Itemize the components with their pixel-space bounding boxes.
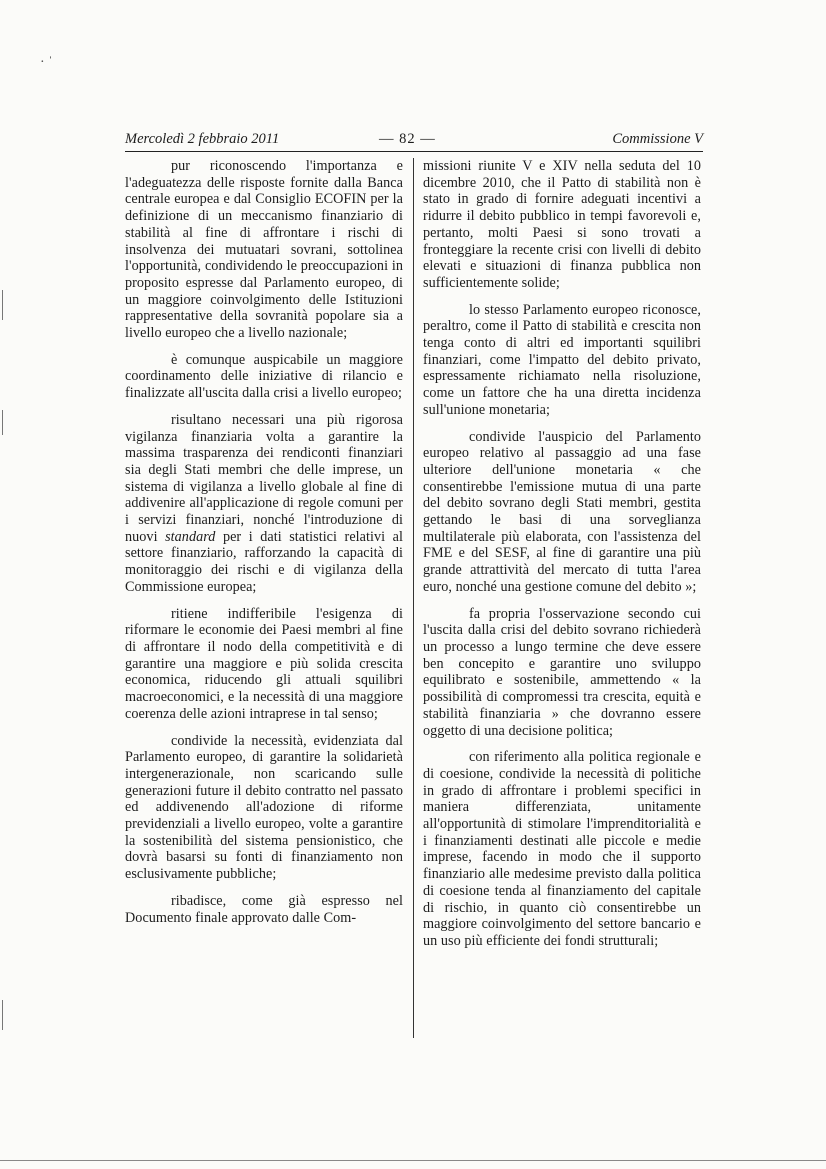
paragraph: ribadisce, come già espresso nel Documento finale approvato dalle Com- [125, 892, 403, 926]
scan-margin-mark [2, 1000, 3, 1030]
paragraph: missioni riunite V e XIV nella seduta del 10 dicembre 2010, che il Patto di stabilità non è stato in grado di fornire adeguati incentivi a ridurre il debito pubblico in tempi favorevoli e, pertanto, molti Paesi si sono trovati a fronteggiare la recente crisi con livelli di debito elevati e situazioni di finanza pubblica non sufficientemente solide; [423, 158, 701, 291]
scan-marks: · ˈ [40, 55, 53, 70]
paragraph-text: risultano necessari una più rigorosa vigilanza finanziaria volta a garantire la massima trasparenza dei rendiconti finanziari sia degli Stati membri che delle imprese, un sistema di vigilanza a livello globale al fine di addivenire all'applicazione di regole comuni per i servizi finanziari, nonché l'introduzione di nuovi [125, 411, 403, 545]
header-commission: Commissione V [612, 131, 703, 147]
column-divider [413, 158, 414, 1038]
paragraph: fa propria l'osservazione secondo cui l'uscita dalla crisi del debito sovrano richiederà un processo a lungo termine che deve essere ben concepito e garantire uno sviluppo equilibrato e sostenibile, ammettendo « la possibilità di compromessi tra crescita, equità e stabilità finanziaria » che dovranno essere oggetto di una decisione politica; [423, 605, 701, 739]
paragraph [125, 412, 403, 596]
header-date: Mercoledì 2 febbraio 2011 [125, 131, 280, 147]
paragraph: con riferimento alla politica regionale e di coesione, condivide la necessità di politiche in grado di affrontare i problemi specifici in maniera differenziata, unitamente all'opportunità di stimolare l'imprenditorialità e i finanziamenti destinati alle piccole e medie imprese, facendo in modo che il supporto finanziario alle medesime previsto dalla politica di coesione tenda al finanziamento del capitale di rischio, in quanto ciò consentirebbe un maggiore coinvolgimento del settore bancario e un uso più efficiente dei fondi strutturali; [423, 749, 701, 949]
paragraph: pur riconoscendo l'importanza e l'adeguatezza delle risposte fornite dalla Banca centrale europea e dal Consiglio ECOFIN per la definizione di un meccanismo finanziario di stabilità al fine di affrontare i rischi di insolvenza dei mutuatari sovrani, sottolinea l'opportunità, condividendo le preoccupazioni in proposito espresse dal Parlamento europeo, di un maggiore coinvolgimento delle Istituzioni rappresentative della sovranità popolare sia a livello europeo che a livello nazionale; [125, 158, 403, 342]
scan-margin-mark [2, 410, 3, 435]
paragraph: condivide la necessità, evidenziata dal Parlamento europeo, di garantire la solidarietà intergenerazionale, non scaricando sulle generazioni future il debito contratto nel passato ed addivenendo all'adozione di riforme previdenziali a livello europeo, volte a garantire la sostenibilità del sistema pensionistico, che dovrà basarsi su fonti di finanziamento non esclusivamente pubbliche; [125, 732, 403, 883]
header-rule [125, 151, 703, 152]
scan-bottom-edge [0, 1160, 826, 1161]
paragraph: lo stesso Parlamento europeo riconosce, peraltro, come il Patto di stabilità e crescita non tenga conto di altri ed importanti squilibri finanziari, come l'impatto del debito privato, espressamente richiamato nella risoluzione, come un fattore che ha una diretta incidenza sull'unione monetaria; [423, 301, 701, 418]
left-column [125, 158, 403, 936]
page-header [125, 131, 703, 151]
scan-margin-mark [2, 290, 3, 320]
right-column [423, 158, 701, 960]
paragraph: ritiene indifferibile l'esigenza di riformare le economie dei Paesi membri al fine di affrontare il nodo della competitività e di garantire una maggiore e più solida crescita economica, riducendo gli attuali squilibri macroeconomici, e la necessità di una maggiore coerenza delle azioni intraprese in tal senso; [125, 605, 403, 722]
paragraph-emphasis: standard [165, 528, 216, 545]
page-number: — 82 — [379, 131, 436, 147]
paragraph: è comunque auspicabile un maggiore coordinamento delle iniziative di rilancio e finalizzate all'uscita dalla crisi a livello europeo; [125, 351, 403, 402]
paragraph-text: per i dati statistici relativi al settore finanziario, rafforzando la capacità di monitoraggio dei rischi e di vigilanza della Commissione europea; [125, 528, 403, 595]
paragraph: condivide l'auspicio del Parlamento europeo relativo al passaggio ad una fase ulteriore dell'unione monetaria « che consentirebbe l'emissione mutua di una parte del debito sovrano degli Stati membri, gestita gettando le basi di una sorveglianza multilaterale più elaborata, con l'assistenza del FME e del SESF, al fine di garantire una più grande attrattività del mercato di tutta l'area euro, nonché una gestione comune del debito »; [423, 428, 701, 595]
